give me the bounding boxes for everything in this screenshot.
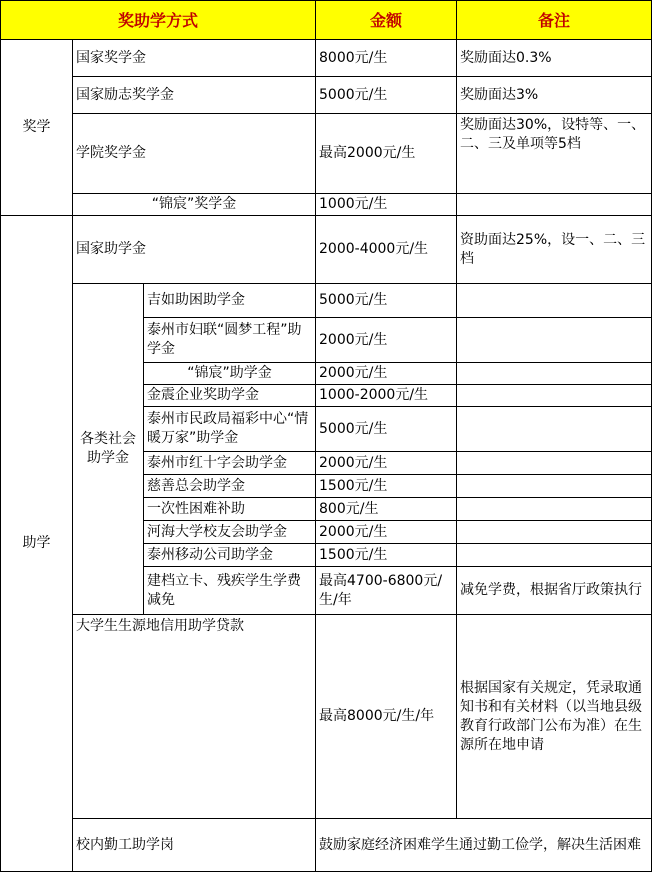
header-remarks: 备注	[457, 1, 652, 40]
category-aid: 助学	[1, 216, 73, 872]
category-scholarship: 奖学	[1, 40, 73, 216]
method-name: 慈善总会助学金	[144, 475, 316, 498]
table-row	[1, 615, 652, 819]
remark-cell	[457, 498, 652, 521]
amount-cell: 2000-4000元/生	[316, 216, 457, 284]
method-name: 泰州市民政局福彩中心“情暖万家”助学金	[144, 407, 316, 452]
remark-cell	[457, 475, 652, 498]
remark-cell: 奖励面达30%，设特等、一、二、三及单项等5档	[457, 114, 652, 194]
table-row	[1, 77, 652, 114]
method-name: 学院奖学金	[73, 114, 316, 194]
table-row	[1, 114, 652, 194]
method-name: 大学生生源地信用助学贷款	[73, 615, 316, 819]
method-name: 校内勤工助学岗	[73, 819, 316, 872]
social-aid-label: 各类社会助学金	[73, 284, 144, 615]
remark-cell	[457, 452, 652, 475]
amount-cell: 5000元/生	[316, 77, 457, 114]
method-name: 国家助学金	[73, 216, 316, 284]
amount-cell: 5000元/生	[316, 407, 457, 452]
amount-cell: 最高8000元/生/年	[316, 615, 457, 819]
amount-cell: 2000元/生	[316, 452, 457, 475]
amount-cell: 最高4700-6800元/生/年	[316, 567, 457, 615]
amount-cell: 2000元/生	[316, 363, 457, 385]
amount-cell: 2000元/生	[316, 521, 457, 544]
remark-cell: 资助面达25%，设一、二、三档	[457, 216, 652, 284]
method-name: 国家奖学金	[73, 40, 316, 77]
remark-cell: 鼓励家庭经济困难学生通过勤工俭学，解决生活困难	[316, 819, 652, 872]
table-row	[1, 216, 652, 284]
remark-cell: 减免学费，根据省厅政策执行	[457, 567, 652, 615]
amount-cell: 1500元/生	[316, 475, 457, 498]
header-row	[1, 1, 652, 40]
amount-cell: 5000元/生	[316, 284, 457, 318]
remark-cell: 奖励面达3%	[457, 77, 652, 114]
amount-cell: 8000元/生	[316, 40, 457, 77]
table-row	[1, 819, 652, 872]
method-name: 泰州移动公司助学金	[144, 544, 316, 567]
amount-cell: 2000元/生	[316, 318, 457, 363]
remark-cell	[457, 544, 652, 567]
header-amount: 金额	[316, 1, 457, 40]
method-name: “锦宸”奖学金	[73, 194, 316, 216]
method-name: 泰州市妇联“圆梦工程”助学金	[144, 318, 316, 363]
amount-cell: 800元/生	[316, 498, 457, 521]
header-method: 奖助学方式	[1, 1, 316, 40]
amount-cell: 1000元/生	[316, 194, 457, 216]
method-name: 吉如助困助学金	[144, 284, 316, 318]
remark-cell	[457, 318, 652, 363]
remark-cell: 根据国家有关规定，凭录取通知书和有关材料（以当地县级教育行政部门公布为准）在生源所在地申请	[457, 615, 652, 819]
method-name: 国家励志奖学金	[73, 77, 316, 114]
method-name: 泰州市红十字会助学金	[144, 452, 316, 475]
method-name: 河海大学校友会助学金	[144, 521, 316, 544]
method-name: 建档立卡、残疾学生学费减免	[144, 567, 316, 615]
remark-cell	[457, 284, 652, 318]
method-name: 金震企业奖助学金	[144, 385, 316, 407]
method-name: 一次性困难补助	[144, 498, 316, 521]
remark-cell: 奖励面达0.3%	[457, 40, 652, 77]
amount-cell: 最高2000元/生	[316, 114, 457, 194]
method-name: “锦宸”助学金	[144, 363, 316, 385]
table-row	[1, 284, 652, 318]
table-row	[1, 194, 652, 216]
remark-cell	[457, 363, 652, 385]
table-row	[1, 40, 652, 77]
amount-cell: 1000-2000元/生	[316, 385, 457, 407]
remark-cell	[457, 385, 652, 407]
amount-cell: 1500元/生	[316, 544, 457, 567]
remark-cell	[457, 521, 652, 544]
remark-cell	[457, 194, 652, 216]
remark-cell	[457, 407, 652, 452]
